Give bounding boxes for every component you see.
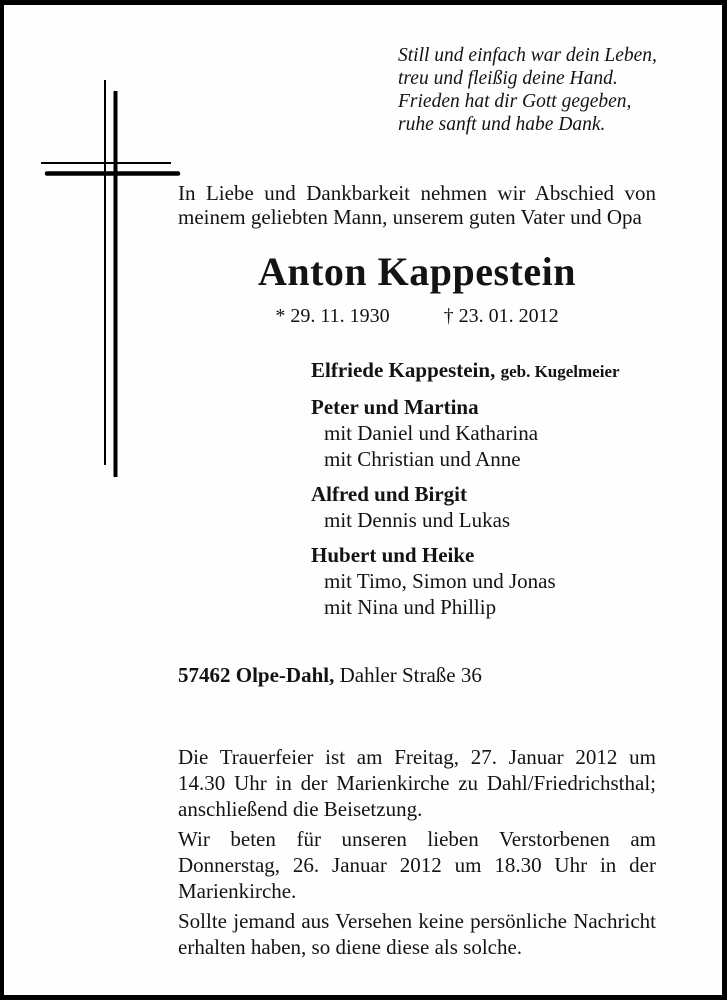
deceased-name: Anton Kappestein	[257, 249, 577, 294]
address-city: 57462 Olpe-Dahl,	[178, 663, 335, 687]
mourner-grandchildren-line: mit Nina und Phillip	[324, 595, 497, 619]
prayer-paragraph: Wir beten für unseren lieben Verstorbenen am Donnerstag, 26. Januar 2012 um 18.30 Uhr in der Marienkirche.	[178, 827, 656, 903]
address-line	[178, 662, 656, 688]
funeral-information	[178, 662, 656, 960]
mourner-name	[311, 357, 620, 385]
poem-line: ruhe sanft und habe Dank.	[398, 114, 606, 135]
life-dates	[178, 304, 656, 328]
intro-text: In Liebe und Dankbarkeit nehmen wir Abschied von meinem geliebten Mann, unserem guten Vater und Opa	[178, 181, 656, 229]
mourner-maiden-name: geb. Kugelmeier	[500, 362, 620, 381]
address-street: Dahler Straße 36	[334, 663, 482, 687]
death-date: † 23. 01. 2012	[443, 305, 559, 327]
mourner-grandchildren-line: mit Daniel und Katharina	[324, 421, 539, 445]
mourners-list	[311, 357, 620, 629]
mourner-grandchildren-line: mit Timo, Simon und Jonas	[324, 569, 556, 593]
poem-line: Still und einfach war dein Leben,	[398, 45, 657, 66]
poem-line: Frieden hat dir Gott gegeben,	[398, 91, 632, 112]
mourner-group	[311, 357, 620, 385]
memorial-cross-icon	[30, 66, 188, 486]
poem	[398, 44, 657, 136]
mourner-name-main: Elfriede Kappestein,	[311, 358, 496, 382]
mourner-group	[311, 481, 620, 533]
mourner-name: Hubert und Heike	[311, 543, 475, 567]
birth-date: * 29. 11. 1930	[275, 305, 390, 327]
mourner-name: Peter und Martina	[311, 395, 479, 419]
notice-paragraph: Sollte jemand aus Versehen keine persönliche Nachricht erhalten haben, so diene diese als solche.	[178, 909, 656, 959]
poem-line: treu und fleißig deine Hand.	[398, 68, 618, 89]
mourner-group	[311, 394, 620, 472]
mourner-group	[311, 542, 620, 620]
mourner-grandchildren-line: mit Dennis und Lukas	[324, 508, 511, 532]
funeral-service-paragraph: Die Trauerfeier ist am Freitag, 27. Januar 2012 um 14.30 Uhr in der Marienkirche zu Dahl/Friedrichsthal; anschließend die Beisetzung.	[178, 745, 656, 821]
mourner-grandchildren-line: mit Christian und Anne	[324, 447, 521, 471]
mourner-name: Alfred und Birgit	[311, 482, 467, 506]
